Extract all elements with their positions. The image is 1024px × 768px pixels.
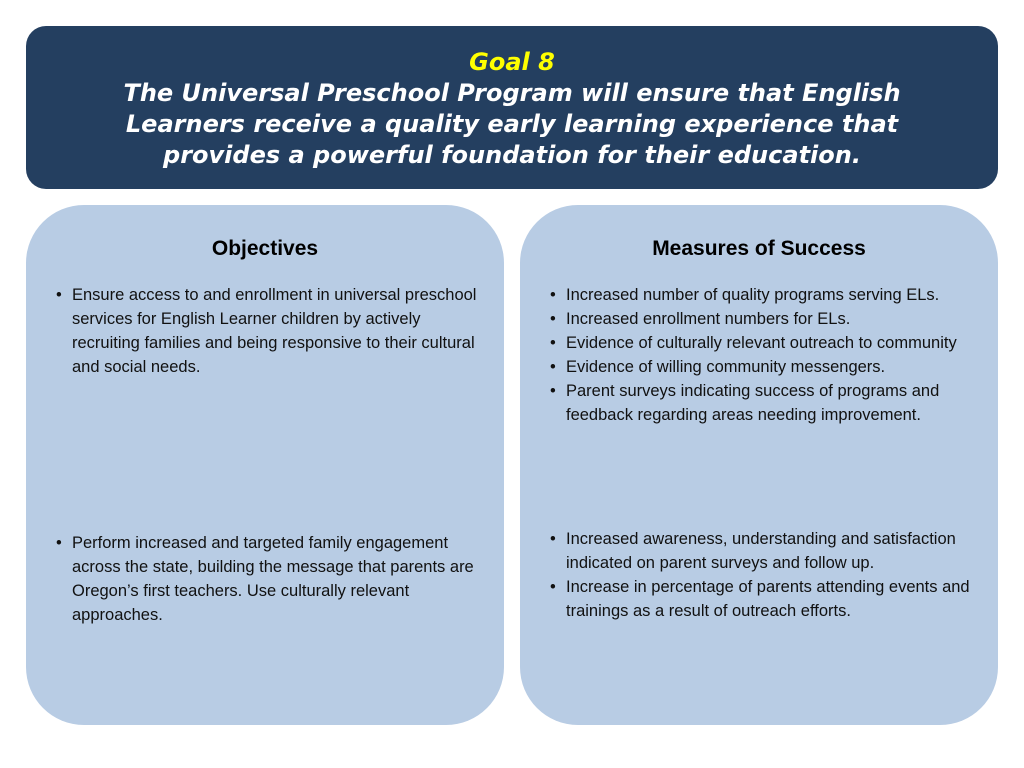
bullet-icon: • xyxy=(550,310,556,328)
measure-item: • Increase in percentage of parents attending events and trainings as a result of outreach efforts. xyxy=(550,575,975,623)
measure-item: • Evidence of culturally relevant outreach to community xyxy=(550,331,975,355)
bullet-icon: • xyxy=(550,382,556,400)
measures-title: Measures of Success xyxy=(652,237,866,260)
bullet-icon: • xyxy=(550,578,556,596)
objectives-list-2 xyxy=(56,531,481,627)
bullet-icon: • xyxy=(550,334,556,352)
goal-banner xyxy=(26,26,998,189)
measure-item: • Increased awareness, understanding and satisfaction indicated on parent surveys and follow up. xyxy=(550,527,975,575)
bullet-icon: • xyxy=(550,358,556,376)
bullet-icon: • xyxy=(56,286,62,304)
goal-statement: The Universal Preschool Program will ensure that English Learners receive a quality early learning experience that provides a powerful foundation for their education. xyxy=(123,79,901,169)
measure-item: • Increased number of quality programs serving ELs. xyxy=(550,283,975,307)
objectives-list-1 xyxy=(56,283,481,379)
objective-item: • Perform increased and targeted family engagement across the state, building the message that parents are Oregon’s first teachers. Use culturally relevant approaches. xyxy=(56,531,481,627)
objective-item: • Ensure access to and enrollment in universal preschool services for English Learner children by actively recruiting families and being responsive to their cultural and social needs. xyxy=(56,283,481,379)
objectives-panel xyxy=(26,205,504,725)
objectives-title: Objectives xyxy=(211,237,319,260)
bullet-icon: • xyxy=(550,530,556,548)
measures-panel xyxy=(520,205,998,725)
bullet-icon: • xyxy=(550,286,556,304)
goal-number: Goal 8 xyxy=(469,48,555,76)
measure-item: • Parent surveys indicating success of programs and feedback regarding areas needing improvement. xyxy=(550,379,975,427)
bullet-icon: • xyxy=(56,534,62,552)
measures-list-2 xyxy=(550,527,975,623)
measure-item: • Evidence of willing community messengers. xyxy=(550,355,975,379)
measures-list-1 xyxy=(550,283,975,427)
measure-item: • Increased enrollment numbers for ELs. xyxy=(550,307,975,331)
